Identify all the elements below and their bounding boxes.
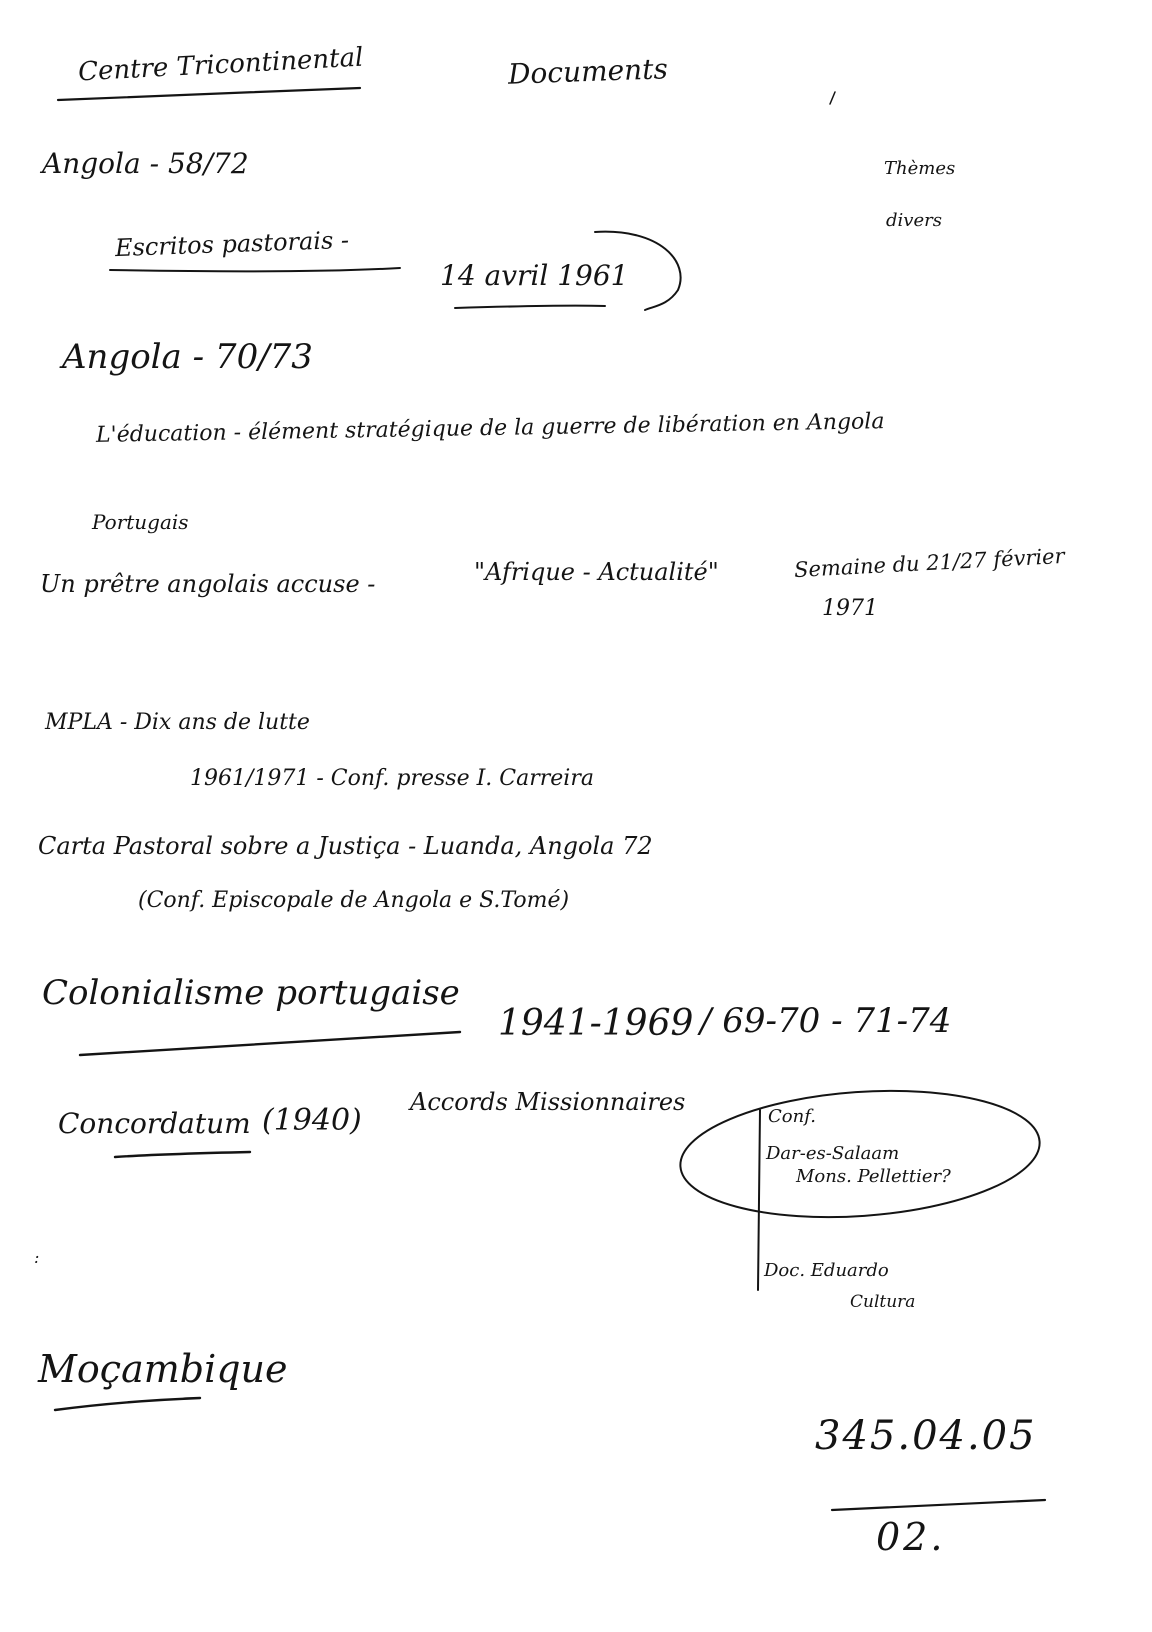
- concordat-underline: [115, 1152, 250, 1157]
- stray-mark: [830, 92, 835, 104]
- concordat-label: Concordatum: [58, 1107, 251, 1140]
- circle-line-3: Mons. Pellettier?: [796, 1166, 951, 1187]
- header-left: Centre Tricontinental: [77, 42, 365, 88]
- doc-line-2: Cultura: [850, 1292, 916, 1312]
- ref-sub: 02.: [876, 1515, 946, 1559]
- circle-line-1: Conf.: [768, 1106, 816, 1127]
- date-underline: [455, 306, 605, 308]
- header-center: Documents: [507, 52, 669, 91]
- mozambique-underline: [55, 1398, 200, 1410]
- portugais-source: "Afrique - Actualité": [474, 558, 719, 586]
- angola-1-date: 14 avril 1961: [440, 259, 629, 292]
- angola-1-ref: Angola - 58/72: [42, 147, 249, 180]
- circle-vertical-line: [758, 1110, 760, 1290]
- colon-mark: :: [34, 1248, 40, 1267]
- angola-1-title: Escritos pastorais -: [114, 225, 350, 263]
- colonialisme-underline: [80, 1032, 460, 1055]
- ref-divider: [832, 1500, 1045, 1510]
- portugais-label: Portugais: [92, 510, 189, 534]
- colonialisme-years-b: / 69-70 - 71-74: [700, 1001, 952, 1041]
- portugais-date-a: Semaine du 21/27 février: [793, 543, 1066, 583]
- mpla-ref: MPLA - Dix ans de lutte: [45, 710, 310, 735]
- concordat-note: Accords Missionnaires: [410, 1088, 686, 1116]
- ref-number: 345.04.05: [815, 1413, 1037, 1459]
- carta-sub: (Conf. Episcopale de Angola e S.Tomé): [138, 888, 570, 913]
- escritos-underline: [110, 268, 400, 271]
- portugais-date-b: 1971: [822, 596, 878, 621]
- concordat-year: (1940): [262, 1103, 362, 1138]
- carta-line: Carta Pastoral sobre a Justiça - Luanda, Angola 72: [38, 832, 653, 860]
- portugais-title: Un prêtre angolais accuse -: [40, 570, 376, 598]
- margin-themes: Thèmes: [884, 158, 956, 179]
- mozambique-title: Moçambique: [38, 1347, 288, 1391]
- mpla-sub: 1961/1971 - Conf. presse I. Carreira: [190, 766, 594, 791]
- angola-2-title: L'éducation - élément stratégique de la guerre de libération en Angola: [95, 409, 885, 448]
- doc-line-1: Doc. Eduardo: [764, 1260, 889, 1281]
- margin-divers: divers: [886, 210, 942, 231]
- colonialisme-years: 1941-1969: [498, 1003, 694, 1044]
- colonialisme-title: Colonialisme portugaise: [42, 973, 460, 1013]
- circle-line-2: Dar-es-Salaam: [766, 1143, 900, 1164]
- angola-2-ref: Angola - 70/73: [62, 337, 313, 377]
- header-underline: [58, 88, 360, 100]
